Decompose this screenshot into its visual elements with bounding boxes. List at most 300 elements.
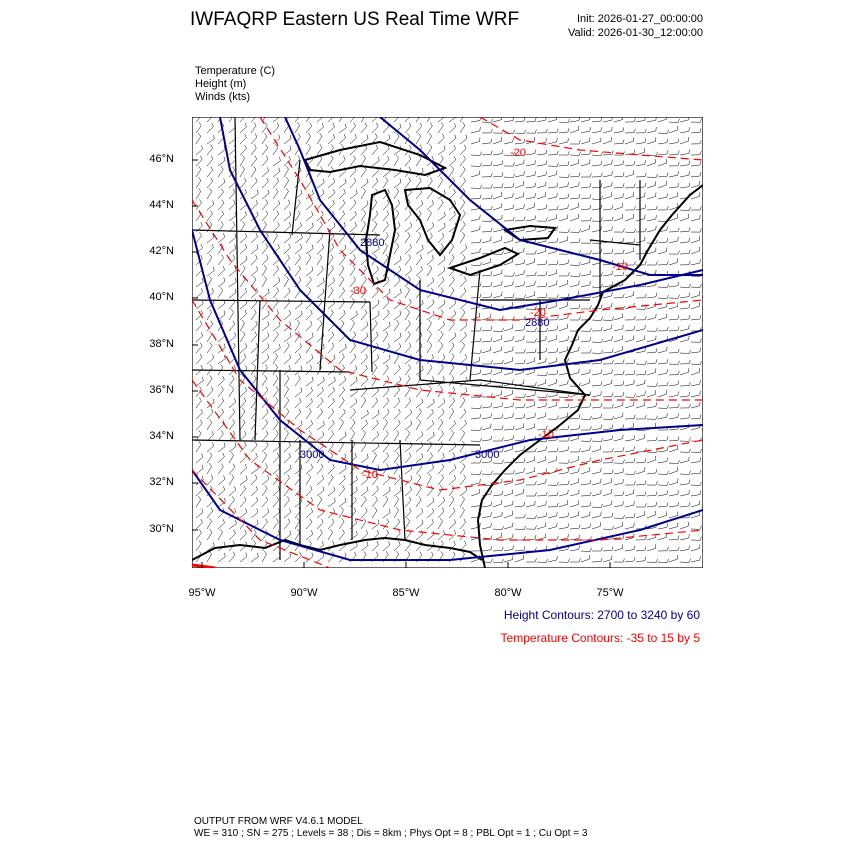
wind-barb [240, 497, 246, 507]
wind-barb [669, 192, 678, 199]
wind-barb [504, 380, 513, 386]
wind-barb [603, 556, 612, 563]
wind-barb [625, 489, 634, 496]
wind-barb [460, 366, 467, 375]
wind-barb [559, 447, 569, 453]
wind-barb [306, 464, 313, 474]
wind-barb [317, 421, 324, 430]
init-time: Init: 2026-01-27_00:00:00 [577, 13, 703, 25]
wind-barb [548, 448, 558, 452]
wind-barb [570, 468, 579, 474]
wind-barb [317, 221, 323, 232]
wind-barb [537, 446, 547, 452]
wind-barb [691, 544, 700, 551]
wind-barb [581, 349, 591, 353]
wind-barb [559, 380, 568, 386]
wind-barb [603, 182, 612, 188]
wind-barb [273, 298, 278, 309]
wind-barb [361, 376, 368, 386]
wind-barb [702, 413, 711, 419]
wind-barb [592, 438, 603, 442]
wind-barb [196, 397, 201, 408]
wind-barb [493, 203, 502, 210]
wind-barb [416, 111, 421, 122]
wind-barb [438, 431, 444, 442]
wind-barb [691, 470, 701, 474]
wind-barb [548, 316, 558, 320]
wind-barb [647, 137, 656, 144]
wind-barb [680, 161, 690, 166]
wind-barb [504, 501, 513, 507]
wind-barb [471, 152, 482, 156]
wind-barb [658, 359, 668, 364]
wind-barb [691, 449, 702, 453]
wind-barb [350, 419, 355, 430]
wind-barb [339, 486, 345, 497]
wind-barb [372, 375, 377, 386]
wind-barb [229, 267, 236, 276]
wind-barb [548, 116, 557, 122]
wind-barb [295, 354, 301, 364]
wind-barb [196, 420, 202, 430]
wind-barb [647, 383, 658, 387]
wind-barb [636, 401, 645, 408]
wind-barb [207, 452, 212, 463]
wind-barb [306, 133, 311, 144]
wind-barb [427, 210, 432, 221]
wind-barb [438, 212, 445, 221]
wind-barb [394, 430, 399, 441]
wind-barb [251, 332, 257, 342]
wind-barb [625, 557, 635, 562]
wind-barb [504, 556, 513, 563]
wind-barb [669, 282, 679, 287]
wind-barb [251, 397, 256, 408]
wind-barb [680, 559, 691, 563]
wind-barb [614, 371, 624, 376]
wind-barb [229, 212, 236, 221]
wind-barb [636, 546, 646, 551]
wind-barb [581, 281, 590, 287]
wind-barb [438, 267, 445, 276]
wind-barb [702, 478, 711, 485]
wind-barb [328, 200, 334, 210]
wind-barb [262, 375, 267, 386]
wind-barb [240, 134, 246, 144]
wind-barb [581, 194, 591, 199]
wind-barb [284, 188, 289, 199]
wind-barb [405, 156, 411, 166]
wind-barb [207, 442, 214, 452]
wind-barb [603, 501, 612, 508]
wind-barb [559, 214, 568, 221]
wind-barb [383, 409, 389, 419]
wind-barb [306, 398, 313, 408]
wind-barb [339, 344, 346, 353]
wind-barb [658, 261, 668, 265]
wind-barb [702, 458, 712, 463]
wind-barb [306, 310, 312, 320]
wind-barb [581, 426, 591, 430]
wind-barb [680, 150, 690, 156]
wind-barb [339, 200, 345, 210]
wind-barb [581, 160, 590, 167]
wind-barb [416, 343, 422, 353]
wind-barb [614, 402, 623, 409]
wind-barb [658, 547, 668, 551]
wind-barb [339, 310, 345, 320]
wind-barb [691, 368, 700, 375]
wind-barb [526, 258, 535, 265]
wind-barb [339, 397, 344, 408]
wind-barb [691, 526, 702, 530]
wind-barb [284, 255, 290, 266]
wind-barb [328, 420, 334, 430]
wind-barb [317, 431, 324, 441]
wind-barb [647, 368, 656, 375]
wind-barb [416, 245, 423, 254]
wind-barb [559, 194, 569, 199]
wind-barb [548, 357, 557, 364]
wind-barb [504, 324, 513, 331]
wind-barb [284, 354, 291, 364]
wind-barb [372, 266, 379, 276]
wind-barb [493, 414, 503, 419]
wind-barb [273, 430, 278, 441]
wind-barb [526, 382, 536, 386]
wind-barb [460, 507, 465, 518]
lon-label: 90°W [290, 587, 318, 599]
wind-barb [680, 502, 690, 507]
wind-barb [592, 127, 602, 133]
wind-barb [251, 343, 258, 353]
wind-barb [493, 500, 502, 507]
wind-barb [438, 321, 445, 331]
wind-barb [207, 188, 212, 199]
wind-barb [372, 452, 377, 463]
wind-barb [636, 415, 646, 419]
wind-barb [559, 293, 569, 298]
lat-label: 40°N [149, 291, 174, 303]
wind-barb [262, 145, 268, 156]
wind-barb [328, 287, 333, 298]
wind-barb [691, 458, 701, 464]
wind-barb [647, 159, 656, 166]
wind-barb [317, 409, 323, 420]
wind-barb [548, 402, 557, 409]
temperature-label: -10 [538, 429, 554, 441]
wind-barb [570, 316, 581, 320]
wind-barb [625, 326, 635, 331]
wind-barb [350, 497, 356, 507]
wind-barb [702, 303, 712, 309]
wind-barb [372, 354, 379, 364]
wind-barb [405, 476, 412, 486]
wind-barb [240, 530, 246, 540]
wind-barb [603, 292, 612, 298]
wind-barb [328, 474, 333, 485]
wind-barb [559, 346, 568, 353]
wind-barb [581, 240, 592, 244]
wind-barb [339, 432, 346, 441]
lat-label: 46°N [149, 153, 174, 165]
wind-barb [581, 250, 592, 254]
wind-barb [493, 437, 503, 441]
wind-barb [625, 214, 634, 221]
wind-barb [449, 453, 455, 464]
wind-barb [658, 511, 667, 518]
wind-barb [383, 145, 389, 155]
wind-barb [669, 151, 679, 155]
wind-barb [581, 555, 590, 562]
wind-barb [614, 140, 624, 145]
wind-barb [570, 203, 579, 210]
wind-barb [702, 512, 711, 518]
wind-barb [339, 518, 344, 529]
wind-barb [416, 453, 423, 463]
wind-barb [603, 513, 613, 518]
wind-barb [196, 540, 201, 551]
wind-barb [251, 166, 256, 177]
wind-barb [427, 409, 433, 419]
wind-barb [559, 481, 569, 485]
wind-barb [449, 485, 454, 496]
wind-barb [636, 294, 646, 298]
wind-barb [361, 210, 366, 221]
wind-barb [493, 491, 503, 496]
wind-barb [262, 442, 268, 452]
wind-barb [581, 524, 591, 529]
wind-barb [691, 500, 700, 507]
wind-barb [526, 193, 536, 199]
wind-barb [548, 503, 558, 507]
wind-barb [559, 119, 570, 123]
wind-barb [273, 288, 279, 299]
wind-barb [570, 490, 579, 496]
wind-barb [625, 359, 635, 364]
wind-barb [394, 112, 400, 122]
wind-barb [449, 508, 455, 518]
wind-barb [394, 289, 401, 298]
wind-barb [449, 464, 456, 474]
wind-barb [570, 262, 581, 266]
wind-barb [273, 508, 280, 518]
temperature-contour-legend: Temperature Contours: -35 to 15 by 5 [500, 631, 700, 645]
wind-barb [460, 342, 465, 353]
wind-barb [504, 426, 514, 430]
wind-barb [636, 183, 646, 188]
wind-barb [603, 349, 613, 353]
wind-barb [284, 146, 291, 155]
wind-barb [372, 300, 379, 309]
wind-barb [482, 403, 492, 408]
wind-barb [625, 471, 636, 475]
wind-barb [559, 425, 569, 430]
wind-barb [317, 387, 323, 397]
wind-barb [229, 289, 236, 298]
wind-barb [251, 486, 258, 496]
wind-barb [372, 123, 378, 133]
wind-barb [691, 128, 701, 133]
wind-barb [196, 496, 201, 507]
height-label: 2880 [360, 237, 385, 249]
wind-barb [427, 177, 432, 188]
wind-barb [251, 453, 257, 463]
wind-barb [449, 420, 456, 430]
wind-barb [702, 216, 712, 221]
wind-barb [592, 317, 603, 321]
wind-barb [284, 310, 291, 320]
wind-barb [460, 288, 466, 298]
wind-barb [438, 342, 443, 353]
wind-barb [251, 509, 258, 519]
wind-barb [416, 485, 421, 496]
lon-label: 85°W [392, 587, 420, 599]
wind-barb [273, 211, 279, 221]
wind-barb [460, 122, 465, 133]
wind-barb [482, 184, 493, 188]
wind-barb [262, 276, 267, 287]
wind-barb [526, 535, 536, 540]
wind-barb [251, 442, 257, 452]
wind-barb [581, 438, 592, 442]
wind-barb [207, 431, 214, 441]
wind-barb [504, 294, 514, 298]
wind-barb [669, 162, 679, 166]
wind-barb [449, 519, 456, 529]
wind-barb [493, 116, 502, 122]
wind-barb [229, 332, 236, 342]
wind-barb [702, 194, 712, 199]
wind-barb [306, 245, 313, 254]
wind-barb [603, 425, 613, 430]
wind-barb [262, 133, 267, 144]
wind-barb [471, 248, 480, 254]
wind-barb [328, 254, 333, 265]
wind-barb [273, 232, 278, 243]
wind-barb [581, 416, 592, 420]
wind-barb [625, 514, 635, 519]
wind-barb [229, 145, 236, 155]
wind-barb [196, 377, 203, 386]
wind-barb [471, 215, 480, 221]
wind-barb [669, 250, 680, 254]
wind-barb [526, 357, 535, 364]
wind-barb [273, 322, 280, 331]
wind-barb [405, 255, 411, 266]
wind-barb [603, 393, 613, 397]
wind-barb [647, 181, 656, 188]
wind-barb [537, 294, 547, 299]
wind-barb [394, 496, 399, 507]
wind-barb [229, 520, 236, 529]
wind-barb [702, 151, 712, 155]
wind-barb [240, 233, 247, 243]
wind-barb [636, 160, 646, 166]
wind-barb [449, 333, 456, 343]
wind-barb [526, 492, 537, 496]
wind-barb [196, 210, 201, 221]
wind-barb [438, 518, 443, 529]
wind-barb [647, 293, 657, 298]
wind-barb [515, 316, 525, 320]
wind-barb [504, 174, 515, 178]
wind-barb [504, 162, 515, 166]
wind-barb [394, 387, 400, 398]
wind-barb [702, 545, 712, 551]
lat-label: 32°N [149, 476, 174, 488]
wind-barb [702, 117, 712, 122]
lat-label: 42°N [149, 245, 174, 257]
wind-barb [471, 262, 482, 266]
wind-barb [361, 221, 366, 232]
wind-barb [273, 442, 280, 452]
wind-barb [295, 409, 301, 419]
wind-barb [383, 453, 389, 464]
wind-barb [680, 360, 690, 364]
wind-barb [548, 129, 558, 133]
wind-barb [526, 272, 536, 276]
temperature-label: -20 [510, 147, 526, 159]
wind-barb [240, 408, 245, 419]
wind-barb [405, 518, 410, 529]
wind-barb [350, 178, 356, 188]
wind-barb [196, 188, 201, 199]
wind-barb [537, 161, 547, 166]
wind-barb [548, 206, 558, 210]
wind-barb [592, 218, 603, 222]
wind-barb [240, 553, 247, 563]
wind-barb [218, 166, 223, 177]
wind-barb [537, 348, 547, 353]
wind-barb [614, 558, 625, 562]
wind-barb [482, 413, 492, 419]
wind-barb [614, 479, 623, 485]
wind-barb [658, 458, 668, 464]
wind-barb [438, 256, 445, 265]
wind-barb [218, 553, 225, 562]
wind-barb [647, 261, 657, 265]
wind-barb [559, 336, 569, 342]
wind-barb [625, 247, 634, 254]
wind-barb [548, 416, 559, 420]
wind-barb [295, 529, 300, 540]
wind-barb [548, 492, 558, 496]
wind-barb [559, 404, 569, 408]
wind-barb [229, 486, 236, 496]
wind-barb [339, 288, 345, 299]
wind-barb [515, 546, 525, 551]
wind-barb [284, 244, 290, 254]
wind-barb [262, 344, 269, 354]
wind-barb [680, 238, 690, 243]
wind-barb [229, 420, 235, 431]
wind-barb [460, 166, 465, 177]
wind-barb [383, 177, 388, 188]
wind-barb [427, 508, 434, 518]
wind-barb [493, 403, 503, 409]
wind-barb [306, 276, 312, 287]
wind-barb [614, 381, 624, 386]
wind-barb [207, 276, 212, 287]
wind-barb [218, 146, 225, 155]
wind-barb [405, 232, 410, 243]
wind-barb [537, 513, 547, 519]
wind-barb [328, 387, 335, 397]
wind-barb [680, 490, 689, 496]
wind-barb [295, 234, 302, 243]
wind-barb [537, 559, 548, 563]
